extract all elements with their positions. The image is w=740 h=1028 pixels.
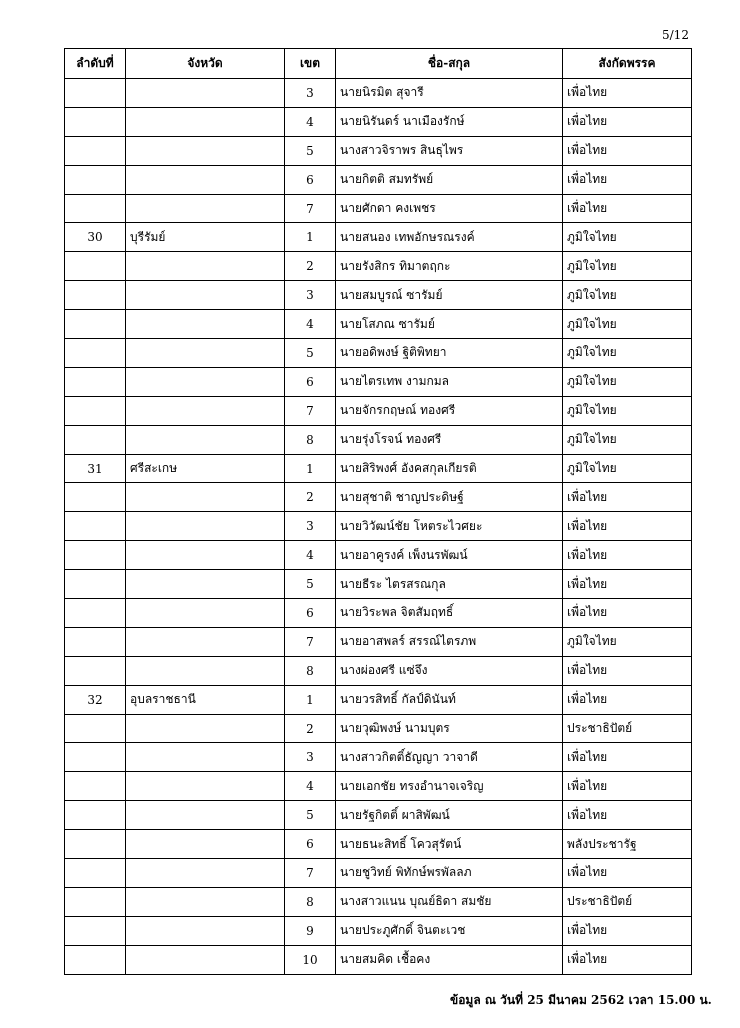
cell-party: เพื่อไทย (563, 541, 692, 570)
cell-party: เพื่อไทย (563, 743, 692, 772)
cell-name: นายสมบูรณ์ ซารัมย์ (336, 281, 563, 310)
cell-order (65, 483, 126, 512)
cell-province (126, 627, 285, 656)
cell-party: เพื่อไทย (563, 136, 692, 165)
cell-party: ภูมิใจไทย (563, 396, 692, 425)
cell-name: นายสนอง เทพอักษรณรงค์ (336, 223, 563, 252)
cell-order: 30 (65, 223, 126, 252)
cell-district: 7 (285, 396, 336, 425)
cell-party: ภูมิใจไทย (563, 627, 692, 656)
cell-province: บุรีรัมย์ (126, 223, 285, 252)
cell-order (65, 541, 126, 570)
cell-district: 6 (285, 599, 336, 628)
cell-province (126, 281, 285, 310)
cell-order (65, 425, 126, 454)
cell-name: นายสิริพงศ์ อังคสกุลเกียรติ (336, 454, 563, 483)
table-row (65, 916, 692, 945)
table-row (65, 685, 692, 714)
cell-party: เพื่อไทย (563, 483, 692, 512)
cell-name: นายนิรมิต สุจารี (336, 79, 563, 108)
table-row (65, 339, 692, 368)
table-row (65, 830, 692, 859)
cell-order (65, 916, 126, 945)
cell-order (65, 107, 126, 136)
table-row (65, 367, 692, 396)
table-row (65, 310, 692, 339)
cell-party: เพื่อไทย (563, 916, 692, 945)
cell-order (65, 310, 126, 339)
table-row (65, 599, 692, 628)
cell-name: นายกิตติ สมทรัพย์ (336, 165, 563, 194)
cell-party: เพื่อไทย (563, 165, 692, 194)
header-order: ลำดับที่ (65, 49, 126, 79)
cell-order (65, 339, 126, 368)
cell-province (126, 599, 285, 628)
cell-province (126, 136, 285, 165)
cell-district: 6 (285, 367, 336, 396)
cell-order (65, 79, 126, 108)
cell-district: 2 (285, 483, 336, 512)
cell-name: นายรุ่งโรจน์ ทองศรี (336, 425, 563, 454)
cell-name: นายอาสพลร์ สรรณ์ไตรภพ (336, 627, 563, 656)
cell-party: เพื่อไทย (563, 570, 692, 599)
table-row (65, 454, 692, 483)
cell-province (126, 396, 285, 425)
cell-order (65, 512, 126, 541)
cell-district: 1 (285, 685, 336, 714)
cell-district: 1 (285, 223, 336, 252)
cell-province: ศรีสะเกษ (126, 454, 285, 483)
cell-party: ภูมิใจไทย (563, 454, 692, 483)
cell-district: 4 (285, 310, 336, 339)
cell-order (65, 945, 126, 974)
cell-district: 6 (285, 165, 336, 194)
page-number: 5/12 (662, 28, 689, 42)
cell-province (126, 165, 285, 194)
cell-name: นางผ่องศรี แซ่จึง (336, 656, 563, 685)
cell-province (126, 339, 285, 368)
cell-order (65, 887, 126, 916)
cell-order (65, 367, 126, 396)
cell-district: 8 (285, 887, 336, 916)
cell-province (126, 512, 285, 541)
cell-province (126, 570, 285, 599)
cell-party: เพื่อไทย (563, 79, 692, 108)
cell-district: 5 (285, 570, 336, 599)
cell-district: 2 (285, 714, 336, 743)
cell-name: นายธนะสิทธิ์ โควสุรัตน์ (336, 830, 563, 859)
cell-district: 10 (285, 945, 336, 974)
cell-name: นายโสภณ ซารัมย์ (336, 310, 563, 339)
cell-province (126, 714, 285, 743)
cell-party: ประชาธิปัตย์ (563, 714, 692, 743)
cell-party: ภูมิใจไทย (563, 339, 692, 368)
cell-district: 8 (285, 656, 336, 685)
header-district: เขต (285, 49, 336, 79)
table-row (65, 512, 692, 541)
cell-name: นางสาวกิตติ์ธัญญา วาจาดี (336, 743, 563, 772)
cell-order (65, 714, 126, 743)
cell-province: อุบลราชธานี (126, 685, 285, 714)
cell-party: เพื่อไทย (563, 945, 692, 974)
cell-district: 4 (285, 107, 336, 136)
cell-party: ภูมิใจไทย (563, 281, 692, 310)
cell-name: นางสาวจิราพร สินธุไพร (336, 136, 563, 165)
cell-party: ภูมิใจไทย (563, 425, 692, 454)
cell-name: นายประภูศักดิ์ จินตะเวช (336, 916, 563, 945)
table-row (65, 541, 692, 570)
table-row (65, 772, 692, 801)
cell-province (126, 916, 285, 945)
cell-province (126, 801, 285, 830)
cell-order (65, 194, 126, 223)
cell-province (126, 887, 285, 916)
table-row (65, 252, 692, 281)
cell-district: 1 (285, 454, 336, 483)
table-row (65, 743, 692, 772)
cell-district: 7 (285, 627, 336, 656)
cell-party: เพื่อไทย (563, 107, 692, 136)
cell-district: 5 (285, 339, 336, 368)
cell-party: เพื่อไทย (563, 772, 692, 801)
header-name: ชื่อ-สกุล (336, 49, 563, 79)
cell-name: นายจักรกฤษณ์ ทองศรี (336, 396, 563, 425)
cell-name: นายธีระ ไตรสรณกุล (336, 570, 563, 599)
cell-order (65, 252, 126, 281)
table-row (65, 165, 692, 194)
cell-name: นายวิระพล จิตสัมฤทธิ์ (336, 599, 563, 628)
table-row (65, 945, 692, 974)
cell-district: 6 (285, 830, 336, 859)
cell-district: 3 (285, 512, 336, 541)
cell-name: นายสมคิด เชื้อคง (336, 945, 563, 974)
cell-name: นายวุฒิพงษ์ นามบุตร (336, 714, 563, 743)
cell-district: 5 (285, 136, 336, 165)
cell-district: 4 (285, 541, 336, 570)
cell-province (126, 79, 285, 108)
cell-name: นายอาคูรงค์ เพ็งนรพัฒน์ (336, 541, 563, 570)
cell-order (65, 859, 126, 888)
cell-party: เพื่อไทย (563, 656, 692, 685)
cell-province (126, 859, 285, 888)
cell-order (65, 830, 126, 859)
table-row (65, 194, 692, 223)
cell-district: 8 (285, 425, 336, 454)
cell-name: นางสาวแนน บุณย์ธิดา สมชัย (336, 887, 563, 916)
cell-district: 9 (285, 916, 336, 945)
cell-order (65, 743, 126, 772)
table-row (65, 627, 692, 656)
cell-party: เพื่อไทย (563, 685, 692, 714)
cell-district: 2 (285, 252, 336, 281)
cell-party: เพื่อไทย (563, 512, 692, 541)
cell-name: นายวิวัฒน์ชัย โหตระไวศยะ (336, 512, 563, 541)
table-header-row (65, 49, 692, 79)
cell-district: 3 (285, 281, 336, 310)
cell-party: พลังประชารัฐ (563, 830, 692, 859)
table-row (65, 801, 692, 830)
cell-order (65, 165, 126, 194)
cell-party: เพื่อไทย (563, 599, 692, 628)
table-row (65, 107, 692, 136)
cell-name: นายสุชาติ ชาญประดิษฐ์ (336, 483, 563, 512)
cell-name: นายรัฐกิตติ์ ผาสิพัฒน์ (336, 801, 563, 830)
cell-district: 3 (285, 79, 336, 108)
cell-province (126, 310, 285, 339)
table-row (65, 570, 692, 599)
table-row (65, 656, 692, 685)
cell-province (126, 367, 285, 396)
header-province: จังหวัด (126, 49, 285, 79)
header-party: สังกัดพรรค (563, 49, 692, 79)
cell-province (126, 107, 285, 136)
table-row (65, 223, 692, 252)
cell-province (126, 425, 285, 454)
table-row (65, 396, 692, 425)
cell-order (65, 136, 126, 165)
table-row (65, 483, 692, 512)
cell-province (126, 541, 285, 570)
cell-party: ภูมิใจไทย (563, 367, 692, 396)
cell-party: ภูมิใจไทย (563, 252, 692, 281)
cell-party: เพื่อไทย (563, 859, 692, 888)
cell-province (126, 483, 285, 512)
cell-party: เพื่อไทย (563, 194, 692, 223)
cell-province (126, 194, 285, 223)
cell-district: 5 (285, 801, 336, 830)
cell-name: นายเอกชัย ทรงอำนาจเจริญ (336, 772, 563, 801)
data-timestamp-note: ข้อมูล ณ วันที่ 25 มีนาคม 2562 เวลา 15.00 น. (450, 993, 712, 1007)
cell-party: ภูมิใจไทย (563, 310, 692, 339)
mp-results-table (64, 48, 692, 975)
cell-province (126, 830, 285, 859)
cell-order (65, 801, 126, 830)
cell-district: 7 (285, 194, 336, 223)
cell-name: นายชูวิทย์ พิทักษ์พรพัลลภ (336, 859, 563, 888)
cell-order: 31 (65, 454, 126, 483)
cell-order (65, 396, 126, 425)
table-row (65, 425, 692, 454)
cell-order (65, 570, 126, 599)
cell-name: นายรังสิกร ทิมาตฤกะ (336, 252, 563, 281)
cell-order: 32 (65, 685, 126, 714)
cell-order (65, 772, 126, 801)
table-row (65, 887, 692, 916)
cell-name: นายอดิพงษ์ ฐิติพิทยา (336, 339, 563, 368)
cell-name: นายศักดา คงเพชร (336, 194, 563, 223)
cell-name: นายไตรเทพ งามกมล (336, 367, 563, 396)
cell-party: ภูมิใจไทย (563, 223, 692, 252)
cell-province (126, 945, 285, 974)
table-row (65, 136, 692, 165)
cell-name: นายนิรันดร์ นาเมืองรักษ์ (336, 107, 563, 136)
cell-district: 3 (285, 743, 336, 772)
cell-order (65, 599, 126, 628)
table-row (65, 281, 692, 310)
cell-order (65, 627, 126, 656)
cell-party: เพื่อไทย (563, 801, 692, 830)
cell-province (126, 772, 285, 801)
cell-district: 7 (285, 859, 336, 888)
cell-district: 4 (285, 772, 336, 801)
cell-party: ประชาธิปัตย์ (563, 887, 692, 916)
cell-order (65, 281, 126, 310)
cell-order (65, 656, 126, 685)
table-row (65, 79, 692, 108)
cell-province (126, 656, 285, 685)
cell-province (126, 743, 285, 772)
table-row (65, 859, 692, 888)
cell-province (126, 252, 285, 281)
table-row (65, 714, 692, 743)
cell-name: นายวรสิทธิ์ กัลป์ดินันท์ (336, 685, 563, 714)
